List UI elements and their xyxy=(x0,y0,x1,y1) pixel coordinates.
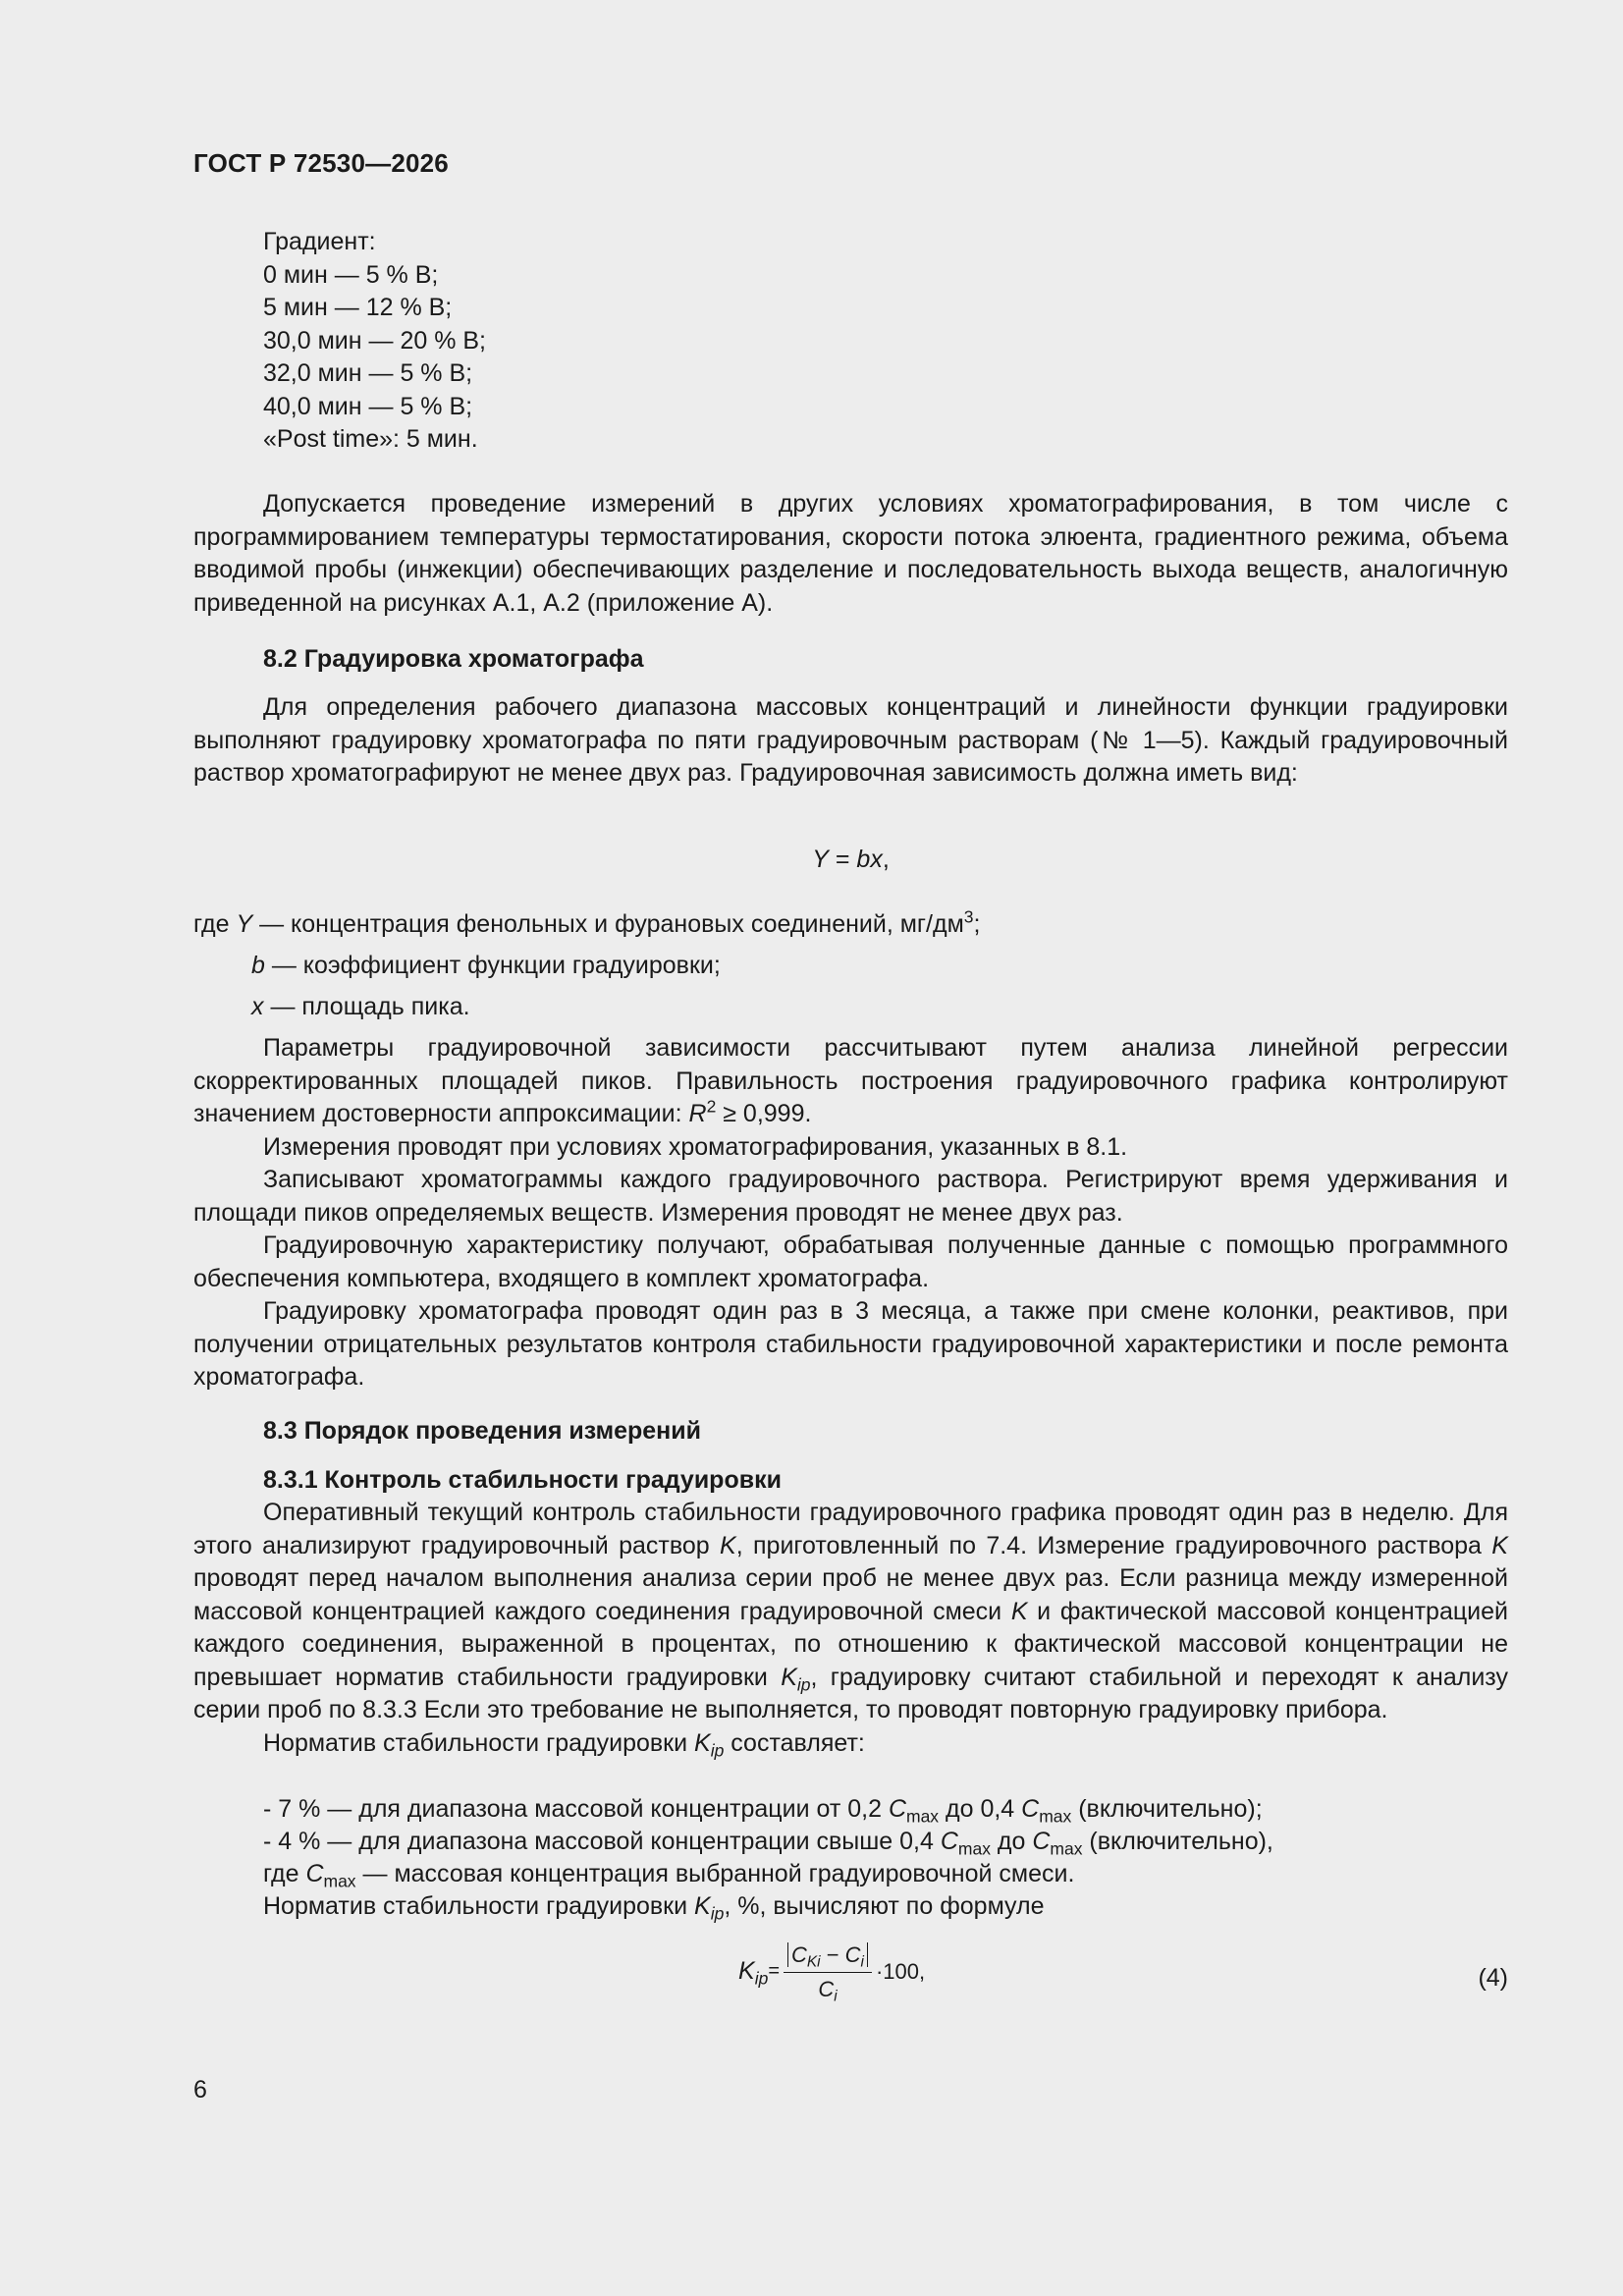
symbol-k: K xyxy=(694,1728,711,1757)
gradient-line: Градиент: xyxy=(263,228,376,255)
symbol-k: K xyxy=(781,1663,797,1691)
paragraph: Допускается проведение измерений в других условиях хроматографирования, в том числе с программированием температуры термостатирования, скорости потока элюента, градиентного режима, объема вводимой пробы (инжекции) обеспечивающих разделение и последовательность выхода веществ, аналогичную приведенной на рисунках А.1, А.2 (приложение А). xyxy=(193,490,1508,617)
gradient-line: «Post time»: 5 мин. xyxy=(263,425,478,453)
where-x-line xyxy=(251,991,470,1024)
text-run: и фактической массовой концентрацией каждого соединения, выраженной в процентах, по отношению к фактической массовой концентрации не превышает норматив стабильности градуировки xyxy=(193,1597,1508,1691)
superscript: 2 xyxy=(706,1096,717,1117)
subscript: max xyxy=(957,1838,991,1859)
where-b-line xyxy=(251,950,721,983)
subsection-heading-8-3-1: 8.3.1 Контроль стабильности градуировки xyxy=(263,1466,782,1494)
symbol-c: C xyxy=(940,1828,958,1855)
formula-eq: = xyxy=(828,846,857,873)
gradient-line: 40,0 мин — 5 % В; xyxy=(263,392,473,420)
paragraph: Записывают хроматограммы каждого градуировочного раствора. Регистрируют время удерживания и площади пиков определяемых веществ. Измерения проводят не менее двух раз. xyxy=(193,1166,1508,1227)
formula-intro-line xyxy=(263,1890,1044,1924)
text-run: (включительно), xyxy=(1082,1828,1273,1855)
subscript: ip xyxy=(754,1968,769,1989)
where-y-text: — концентрация фенольных и фурановых соединений, мг/дм xyxy=(252,910,964,938)
symbol-k: K xyxy=(694,1892,711,1920)
text-run: проводят перед началом выполнения анализа серии проб не менее двух раз. Если разница между измеренной массовой концентрацией каждого соединения градуировочной смеси xyxy=(193,1564,1508,1625)
document-code-header: ГОСТ Р 72530—2026 xyxy=(193,148,449,178)
formula-b: b xyxy=(856,846,871,873)
fraction xyxy=(784,1941,872,2004)
calibration-formula xyxy=(193,844,1508,877)
subscript: ip xyxy=(796,1673,811,1694)
formula-lhs xyxy=(738,1955,768,1989)
calibration-intro xyxy=(193,691,1508,791)
symbol-y: Y xyxy=(236,910,253,938)
where-b-text: — коэффициент функции градуировки; xyxy=(264,952,721,979)
formula-tail: , xyxy=(882,846,890,873)
paragraph xyxy=(193,1497,1508,1727)
paragraph: Для определения рабочего диапазона массовых концентраций и линейности функции градуировки выполняют градуировку хроматографа по пяти градуировочным растворам (№ 1—5). Каждый градуировочный раствор хроматографируют не менее двух раз. Градуировочная зависимость должна иметь вид: xyxy=(193,693,1508,787)
formula-eq: = xyxy=(768,1960,780,1983)
gradient-line: 32,0 мин — 5 % В; xyxy=(263,359,473,387)
symbol-c: C xyxy=(818,1976,835,2001)
allowed-conditions-paragraph xyxy=(193,488,1508,620)
formula-y: Y xyxy=(812,846,829,873)
symbol-k: K xyxy=(720,1531,736,1559)
paragraph xyxy=(193,1032,1508,1131)
fraction-numerator xyxy=(784,1941,872,1973)
text-run: до 0,4 xyxy=(939,1795,1022,1823)
symbol-c: C xyxy=(1021,1795,1040,1823)
symbol-k: K xyxy=(1010,1597,1028,1625)
symbol-c: C xyxy=(305,1860,324,1887)
symbol-b: b xyxy=(251,952,265,979)
stability-control-text xyxy=(193,1497,1508,1760)
symbol-c: C xyxy=(791,1941,807,1967)
absolute-value xyxy=(787,1941,868,1971)
symbol-x: x xyxy=(251,993,264,1020)
formula-4 xyxy=(738,1933,925,2011)
symbol-c: C xyxy=(1032,1828,1051,1855)
text-run: Оперативный текущий контроль стабильности градуировочного графика проводят один раз в неделю. Для этого анализируют градуировочный раствор xyxy=(193,1499,1508,1559)
where-y-line xyxy=(193,908,980,942)
symbol-k: K xyxy=(738,1957,755,1986)
list-item xyxy=(263,1793,1263,1827)
list-item xyxy=(263,1826,1273,1859)
symbol-c: C xyxy=(844,1941,861,1967)
symbol-c: C xyxy=(888,1795,906,1823)
text-run: составляет: xyxy=(724,1728,865,1757)
subscript: Ki xyxy=(806,1953,821,1971)
text-run: где xyxy=(263,1860,306,1887)
subscript: i xyxy=(860,1953,864,1971)
text-run: - 4 % — для диапазона массовой концентрации свыше 0,4 xyxy=(263,1828,941,1855)
paragraph: Градуировку хроматографа проводят один раз в 3 месяца, а также при смене колонки, реактивов, при получении отрицательных результатов контроля стабильности градуировочной характеристики и после ремонта хроматографа. xyxy=(193,1297,1508,1391)
text-run: до xyxy=(990,1828,1033,1855)
superscript: 3 xyxy=(963,906,974,927)
minus-sign: − xyxy=(820,1941,845,1967)
paragraph: Измерения проводят при условиях хроматографирования, указанных в 8.1. xyxy=(263,1132,1128,1161)
calibration-details xyxy=(193,1032,1508,1394)
text-run: - 7 % — для диапазона массовой концентрации от 0,2 xyxy=(263,1795,889,1823)
text-run: , градуировку считают стабильной и переходят к анализу серии проб по 8.3.3 Если это требование не выполняется, то проводят повторную градуировку прибора. xyxy=(193,1663,1508,1723)
symbol-r: R xyxy=(688,1100,707,1127)
text-run: — массовая концентрация выбранной градуировочной смеси. xyxy=(355,1860,1075,1887)
section-heading-8-3: 8.3 Порядок проведения измерений xyxy=(263,1417,702,1445)
paragraph: Градуировочную характеристику получают, обрабатывая полученные данные с помощью программного обеспечения компьютера, входящего в комплект хроматографа. xyxy=(193,1231,1508,1292)
subscript: max xyxy=(1050,1838,1083,1859)
equation-number: (4) xyxy=(1478,1964,1508,1992)
where-cmax-line xyxy=(263,1858,1074,1891)
gradient-program xyxy=(263,226,486,457)
symbol-k: K xyxy=(1491,1531,1508,1559)
where-prefix: где xyxy=(193,910,237,938)
subscript: ip xyxy=(710,1903,725,1924)
subscript: i xyxy=(834,1988,838,2005)
text-run: , приготовленный по 7.4. Измерение градуировочного раствора xyxy=(735,1531,1492,1559)
formula-tail: ·100, xyxy=(875,1959,926,1985)
text-run: Параметры градуировочной зависимости рассчитывают путем анализа линейной регрессии скорректированных площадей пиков. Правильность построения градуировочного графика контролируют значением достоверности аппроксимации: xyxy=(193,1034,1508,1127)
where-x-text: — площадь пика. xyxy=(263,993,470,1020)
section-heading-8-2: 8.2 Градуировка хроматографа xyxy=(263,645,644,673)
text-run: Норматив стабильности градуировки xyxy=(263,1892,695,1920)
subscript: ip xyxy=(710,1739,725,1760)
subscript: max xyxy=(323,1871,356,1891)
subscript: max xyxy=(1039,1806,1072,1827)
text-run: Норматив стабильности градуировки xyxy=(263,1728,695,1757)
gradient-line: 0 мин — 5 % В; xyxy=(263,260,439,289)
text-run: (включительно); xyxy=(1071,1795,1263,1823)
page-number: 6 xyxy=(193,2076,207,2104)
fraction-denominator xyxy=(818,1973,837,2004)
subscript: max xyxy=(906,1806,940,1827)
text-run: ≥ 0,999. xyxy=(716,1100,812,1127)
formula-x: x xyxy=(870,846,883,873)
gradient-line: 30,0 мин — 20 % В; xyxy=(263,326,487,355)
gradient-line: 5 мин — 12 % В; xyxy=(263,294,453,321)
text-run: , %, вычисляют по формуле xyxy=(724,1892,1045,1920)
where-y-end: ; xyxy=(973,910,981,938)
paragraph xyxy=(193,1727,1508,1761)
